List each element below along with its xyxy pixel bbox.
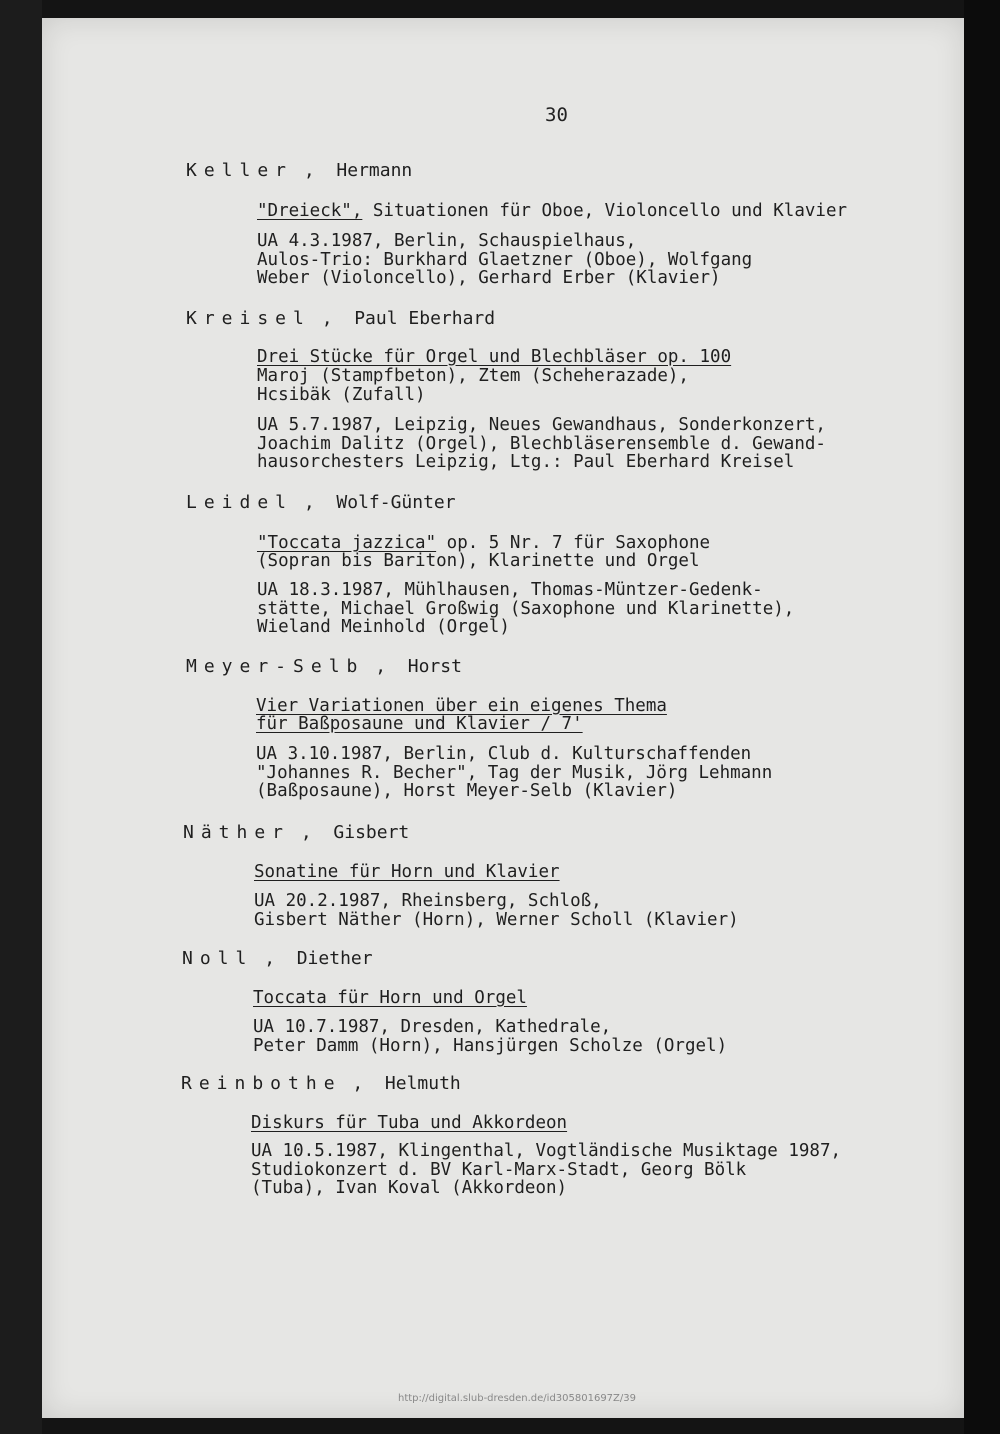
composer-surname: Leidel [186, 492, 294, 513]
composer-firstname: Paul Eberhard [354, 308, 496, 329]
work-title-underlined: "Toccata jazzica" [257, 533, 437, 553]
premiere-details: UA 10.5.1987, Klingenthal, Vogtländische Musiktage 1987, Studiokonzert d. BV Karl-Marx-Stadt, Georg Bölk (Tuba), Ivan Koval (Akkordeon) [251, 1141, 842, 1198]
composer-firstname: Helmuth [384, 1073, 461, 1094]
work-title [254, 863, 560, 881]
premiere-details: UA 3.10.1987, Berlin, Club d. Kulturschaffenden "Johannes R. Becher", Tag der Musik, Jörg Lehmann (Baßposaune), Horst Meyer-Selb (Klavier) [256, 744, 773, 801]
composer-heading: Reinbothe , Helmuth [181, 1073, 461, 1094]
composer-firstname: Hermann [336, 160, 413, 181]
composer-firstname: Wolf-Günter [336, 492, 456, 513]
work-title [257, 534, 710, 552]
work-subtitle: (Sopran bis Bariton), Klarinette und Orgel [257, 551, 700, 571]
composer-heading: Meyer-Selb , Horst [186, 656, 462, 677]
composer-surname: Reinbothe [181, 1073, 342, 1094]
composer-heading: Näther , Gisbert [183, 822, 410, 843]
work-title-underlined: Diskurs für Tuba und Akkordeon [251, 1113, 568, 1133]
premiere-details: UA 18.3.1987, Mühlhausen, Thomas-Müntzer-Gedenk- stätte, Michael Großwig (Saxophone und Klarinette), Wieland Meinhold (Orgel) [257, 580, 795, 637]
composer-heading: Keller , Hermann [186, 160, 413, 181]
composer-firstname: Horst [407, 656, 462, 677]
page-number: 30 [545, 104, 568, 126]
work-title-underlined: Toccata für Horn und Orgel [253, 988, 527, 1008]
footer-url: http://digital.slub-dresden.de/id305801697Z/39 [398, 1393, 636, 1404]
work-title-underlined: Drei Stücke für Orgel und Blechbläser op. 100 [257, 347, 732, 367]
composer-heading: Kreisel , Paul Eberhard [186, 308, 496, 329]
scan-right-edge [964, 0, 1000, 1434]
composer-surname: Meyer-Selb [186, 656, 365, 677]
work-title [256, 697, 667, 715]
work-title-underlined: Vier Variationen über ein eigenes Thema [256, 696, 667, 716]
work-title-rest: op. 5 Nr. 7 für Saxophone [436, 533, 711, 553]
composer-surname: Noll [182, 948, 254, 969]
composer-surname: Näther [183, 822, 291, 843]
premiere-details: UA 20.2.1987, Rheinsberg, Schloß, Gisbert Näther (Horn), Werner Scholl (Klavier) [254, 891, 739, 930]
work-title-underlined: "Dreieck", [257, 201, 363, 221]
premiere-details: UA 10.7.1987, Dresden, Kathedrale, Peter Damm (Horn), Hansjürgen Scholze (Orgel) [253, 1017, 728, 1056]
composer-heading: Noll , Diether [182, 948, 373, 969]
work-title [251, 1114, 567, 1132]
premiere-details: UA 5.7.1987, Leipzig, Neues Gewandhaus, Sonderkonzert, Joachim Dalitz (Orgel), Blechbläserensemble d. Gewand- hausorchesters Leipzig, Ltg.: Paul Eberhard Kreisel [257, 415, 826, 472]
scan-left-edge [0, 0, 42, 1434]
work-subtitle: Hcsibäk (Zufall) [257, 385, 426, 405]
composer-heading: Leidel , Wolf-Günter [186, 492, 456, 513]
work-subtitle: Maroj (Stampfbeton), Ztem (Scheherazade), [257, 366, 689, 386]
work-subtitle [256, 715, 583, 733]
work-title [257, 202, 847, 220]
work-title [253, 989, 527, 1007]
composer-surname: Kreisel [186, 308, 311, 329]
work-title-underlined: Sonatine für Horn und Klavier [254, 862, 560, 882]
work-title-rest: Situationen für Oboe, Violoncello und Klavier [362, 201, 848, 221]
composer-surname: Keller [186, 160, 294, 181]
premiere-details: UA 4.3.1987, Berlin, Schauspielhaus, Aulos-Trio: Burkhard Glaetzner (Oboe), Wolfgang Weber (Violoncello), Gerhard Erber (Klavier) [257, 231, 753, 288]
work-subtitle-underlined: für Baßposaune und Klavier / 7' [256, 714, 583, 734]
composer-firstname: Diether [296, 948, 373, 969]
work-title [257, 348, 731, 366]
composer-firstname: Gisbert [333, 822, 410, 843]
